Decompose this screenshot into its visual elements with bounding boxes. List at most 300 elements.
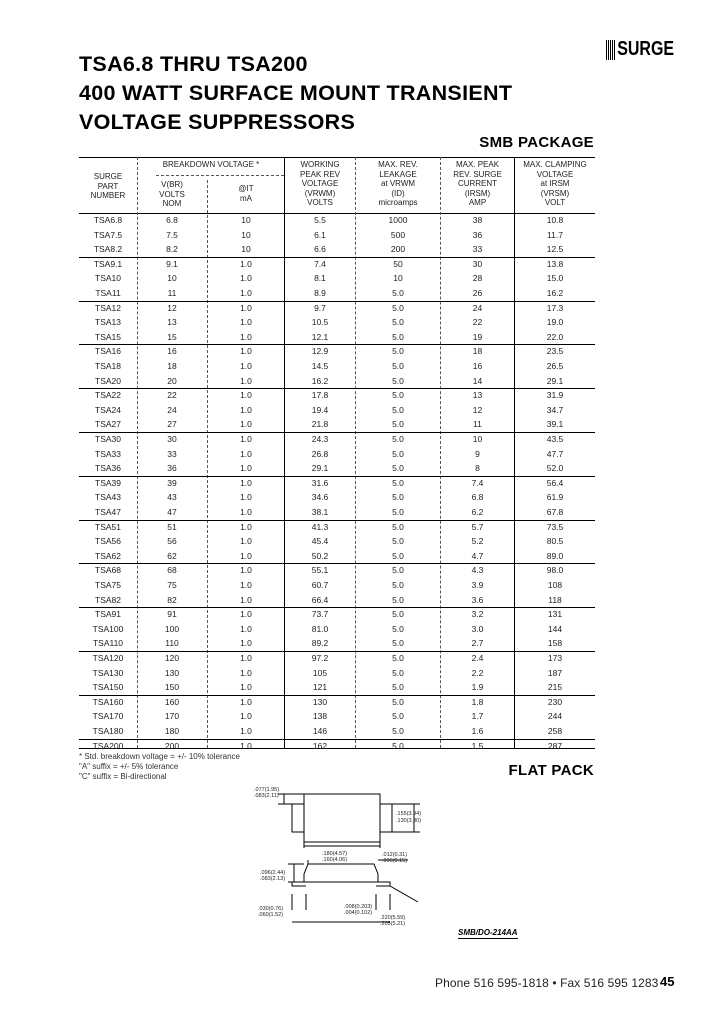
cell-it: 1.0 bbox=[240, 609, 252, 620]
cell-irsm: 14 bbox=[472, 375, 483, 386]
cell-vrsm: 17.3 bbox=[546, 302, 564, 313]
cell-vbr: 6.8 bbox=[166, 215, 178, 225]
cell-it: 1.0 bbox=[240, 492, 252, 503]
cell-part: TSA18 bbox=[95, 361, 121, 371]
cell-part: TSA130 bbox=[92, 667, 124, 678]
cell-id: 5.0 bbox=[392, 740, 404, 751]
dim-1b: .083(2.11) bbox=[254, 793, 279, 799]
cell-vrwm: 45.4 bbox=[311, 536, 329, 547]
cell-vrsm: 56.4 bbox=[546, 477, 564, 488]
cell-part: TSA16 bbox=[95, 346, 121, 357]
cell-part: TSA36 bbox=[95, 463, 121, 474]
table-row bbox=[79, 228, 595, 243]
footer-contact: Phone 516 595-1818 • Fax 516 595 1283 bbox=[435, 976, 659, 990]
cell-vrwm: 10.5 bbox=[311, 317, 329, 328]
cell-part: TSA100 bbox=[92, 623, 124, 634]
cell-id: 5.0 bbox=[392, 726, 404, 736]
cell-it: 1.0 bbox=[240, 696, 252, 707]
cell-id: 5.0 bbox=[392, 623, 404, 634]
cell-vbr: 43 bbox=[167, 492, 177, 503]
header-part: SURGE PART NUMBER bbox=[90, 172, 126, 200]
cell-id: 5.0 bbox=[392, 609, 404, 620]
cell-id: 5.0 bbox=[392, 463, 404, 474]
cell-vrwm: 26.8 bbox=[311, 448, 329, 459]
cell-id: 5.0 bbox=[392, 477, 404, 488]
cell-irsm: 4.7 bbox=[471, 550, 484, 561]
table-row bbox=[79, 476, 595, 491]
table-row bbox=[79, 271, 595, 286]
cell-it: 1.0 bbox=[240, 711, 252, 722]
cell-vrwm: 105 bbox=[312, 667, 328, 678]
cell-vrwm: 12.9 bbox=[311, 346, 329, 357]
cell-vrwm: 24.3 bbox=[311, 434, 329, 444]
cell-it: 1.0 bbox=[240, 726, 252, 736]
cell-vrwm: 29.1 bbox=[311, 463, 329, 474]
cell-vrsm: 118 bbox=[548, 594, 562, 605]
dim-8: .220(5.59) bbox=[380, 915, 406, 921]
cell-irsm: 6.2 bbox=[471, 507, 484, 517]
cell-irsm: 9 bbox=[475, 448, 480, 459]
table-row bbox=[79, 286, 595, 302]
cell-id: 5.0 bbox=[392, 375, 404, 386]
cell-id: 5.0 bbox=[392, 550, 404, 561]
table-row bbox=[79, 607, 595, 622]
dim-7b: .004(0.102) bbox=[344, 910, 373, 916]
cell-vbr: 22 bbox=[167, 390, 177, 401]
cell-it: 1.0 bbox=[240, 361, 252, 371]
cell-vrwm: 162 bbox=[312, 740, 328, 751]
cell-vrwm: 8.9 bbox=[314, 288, 326, 298]
page-number: 45 bbox=[660, 974, 675, 989]
cell-vbr: 62 bbox=[167, 550, 177, 561]
cell-it: 1.0 bbox=[240, 550, 252, 561]
cell-irsm: 19 bbox=[472, 331, 483, 342]
cell-vrwm: 17.8 bbox=[311, 390, 329, 401]
cell-vbr: 120 bbox=[164, 653, 180, 663]
cell-vrsm: 47.7 bbox=[546, 448, 564, 459]
dim-3: .180(4.57) bbox=[322, 851, 348, 857]
cell-part: TSA180 bbox=[92, 726, 124, 736]
cell-vrsm: 108 bbox=[547, 580, 563, 590]
cell-vrsm: 34.7 bbox=[546, 404, 564, 415]
cell-id: 5.0 bbox=[392, 361, 404, 371]
cell-vrsm: 244 bbox=[547, 711, 563, 722]
dim-1: .077(1.95) bbox=[254, 787, 280, 793]
cell-vbr: 150 bbox=[164, 682, 180, 693]
table-row bbox=[79, 315, 595, 330]
title-line-3: VOLTAGE SUPPRESSORS bbox=[79, 110, 356, 134]
cell-it: 1.0 bbox=[240, 565, 252, 576]
note-3: "C" suffix = Bi-directional bbox=[79, 772, 167, 781]
cell-irsm: 5.7 bbox=[471, 521, 484, 532]
cell-vrsm: 287 bbox=[547, 740, 563, 751]
cell-vrsm: 31.9 bbox=[546, 390, 564, 401]
cell-vbr: 130 bbox=[164, 667, 180, 678]
cell-id: 5.0 bbox=[392, 404, 404, 415]
cell-part: TSA68 bbox=[95, 565, 121, 576]
cell-vbr: 7.5 bbox=[166, 229, 178, 240]
table-row bbox=[79, 403, 595, 418]
cell-it: 1.0 bbox=[240, 331, 252, 342]
cell-vrsm: 19.0 bbox=[546, 317, 564, 328]
cell-vbr: 56 bbox=[167, 536, 177, 547]
table-row bbox=[79, 432, 595, 447]
cell-it: 1.0 bbox=[240, 258, 252, 269]
cell-irsm: 1.6 bbox=[471, 726, 484, 736]
cell-vbr: 13 bbox=[167, 317, 177, 328]
cell-it: 10 bbox=[241, 229, 251, 240]
dim-7: .008(0.203) bbox=[344, 904, 373, 910]
header-surge: MAX. PEAK REV. SURGE CURRENT (IRSM) AMP bbox=[453, 160, 502, 207]
cell-vbr: 12 bbox=[167, 302, 177, 313]
cell-it: 1.0 bbox=[240, 667, 252, 678]
cell-id: 200 bbox=[390, 244, 406, 255]
cell-vbr: 27 bbox=[167, 419, 177, 430]
cell-vrwm: 5.5 bbox=[314, 215, 326, 225]
cell-vrsm: 187 bbox=[547, 667, 563, 678]
table-row bbox=[79, 636, 595, 652]
cell-id: 5.0 bbox=[392, 492, 404, 503]
dim-6b: .060(1.52) bbox=[258, 912, 284, 918]
cell-it: 1.0 bbox=[240, 288, 252, 298]
breakdown-group-rule bbox=[156, 175, 284, 176]
cell-vrwm: 8.1 bbox=[314, 273, 326, 284]
cell-vrsm: 13.8 bbox=[546, 258, 564, 269]
cell-part: TSA7.5 bbox=[93, 229, 123, 240]
table-row bbox=[79, 330, 595, 346]
cell-part: TSA12 bbox=[95, 302, 121, 313]
cell-vrsm: 10.8 bbox=[546, 215, 564, 225]
cell-vrwm: 97.2 bbox=[311, 653, 329, 663]
cell-irsm: 1.9 bbox=[471, 682, 484, 693]
cell-id: 5.0 bbox=[392, 594, 404, 605]
cell-vrwm: 19.4 bbox=[311, 404, 329, 415]
cell-vbr: 33 bbox=[167, 448, 177, 459]
cell-id: 500 bbox=[390, 229, 406, 240]
cell-vrsm: 16.2 bbox=[546, 288, 564, 298]
cell-it: 1.0 bbox=[240, 346, 252, 357]
title-line-1: TSA6.8 THRU TSA200 bbox=[79, 52, 308, 76]
cell-vrwm: 12.1 bbox=[311, 331, 329, 342]
cell-irsm: 12 bbox=[472, 404, 483, 415]
cell-it: 1.0 bbox=[240, 594, 252, 605]
cell-part: TSA200 bbox=[92, 740, 124, 751]
cell-it: 1.0 bbox=[240, 477, 252, 488]
cell-vrwm: 121 bbox=[312, 682, 328, 693]
cell-irsm: 28 bbox=[472, 273, 483, 284]
cell-irsm: 5.2 bbox=[471, 536, 484, 547]
table-row bbox=[79, 461, 595, 477]
dim-2b: .130(3.30) bbox=[396, 818, 422, 824]
cell-vbr: 51 bbox=[167, 521, 177, 532]
cell-id: 5.0 bbox=[392, 696, 404, 707]
cell-id: 5.0 bbox=[392, 346, 404, 357]
cell-it: 1.0 bbox=[240, 375, 252, 386]
cell-irsm: 16 bbox=[472, 361, 483, 371]
package-name: SMB/DO-214AA bbox=[458, 928, 518, 937]
cell-vrsm: 52.0 bbox=[546, 463, 564, 474]
cell-vrsm: 26.5 bbox=[546, 361, 564, 371]
cell-irsm: 4.3 bbox=[471, 565, 484, 576]
table-row bbox=[79, 680, 595, 696]
cell-part: TSA47 bbox=[95, 507, 121, 517]
smb-package-label: SMB PACKAGE bbox=[479, 134, 594, 151]
cell-irsm: 36 bbox=[472, 229, 483, 240]
cell-vrwm: 60.7 bbox=[311, 580, 329, 590]
cell-part: TSA160 bbox=[92, 696, 124, 707]
table-row bbox=[79, 388, 595, 403]
cell-irsm: 2.4 bbox=[471, 653, 484, 663]
cell-vrwm: 6.1 bbox=[314, 229, 326, 240]
cell-vbr: 47 bbox=[167, 507, 177, 517]
cell-it: 1.0 bbox=[240, 404, 252, 415]
table-row bbox=[79, 344, 595, 359]
cell-vrwm: 89.2 bbox=[311, 638, 329, 649]
cell-vrsm: 73.5 bbox=[546, 521, 564, 532]
cell-vrwm: 6.6 bbox=[314, 244, 326, 255]
cell-part: TSA51 bbox=[95, 521, 121, 532]
cell-vbr: 36 bbox=[167, 463, 177, 474]
package-body-top-view bbox=[304, 794, 380, 842]
package-outline-drawing bbox=[248, 782, 594, 940]
cell-part: TSA8.2 bbox=[93, 244, 123, 255]
cell-irsm: 13 bbox=[472, 390, 483, 401]
cell-id: 5.0 bbox=[392, 390, 404, 401]
cell-id: 5.0 bbox=[392, 653, 404, 663]
cell-it: 1.0 bbox=[240, 521, 252, 532]
table-row bbox=[79, 520, 595, 535]
header-breakdown-group: BREAKDOWN VOLTAGE * bbox=[162, 160, 260, 169]
table-row bbox=[79, 534, 595, 549]
cell-part: TSA9.1 bbox=[93, 258, 123, 269]
dim-4: .096(2.44) bbox=[260, 870, 286, 876]
cell-part: TSA15 bbox=[95, 331, 121, 342]
footnotes bbox=[79, 752, 240, 782]
cell-id: 5.0 bbox=[392, 507, 404, 517]
cell-part: TSA20 bbox=[95, 375, 121, 386]
cell-part: TSA11 bbox=[95, 288, 121, 298]
cell-part: TSA56 bbox=[95, 536, 121, 547]
cell-vbr: 180 bbox=[164, 726, 180, 736]
cell-irsm: 18 bbox=[472, 346, 483, 357]
cell-vrwm: 50.2 bbox=[311, 550, 329, 561]
dim-5: .012(0.31) bbox=[382, 852, 408, 858]
cell-vrwm: 31.6 bbox=[311, 477, 329, 488]
table-row bbox=[79, 709, 595, 724]
dim-2: .155(3.94) bbox=[396, 811, 422, 817]
cell-id: 5.0 bbox=[392, 580, 404, 590]
cell-part: TSA120 bbox=[92, 653, 124, 663]
cell-vrsm: 144 bbox=[547, 623, 563, 634]
cell-irsm: 6.8 bbox=[471, 492, 484, 503]
cell-vrsm: 98.0 bbox=[546, 565, 564, 576]
cell-part: TSA91 bbox=[95, 609, 121, 620]
cell-vrsm: 80.5 bbox=[546, 536, 564, 547]
cell-it: 1.0 bbox=[240, 580, 252, 590]
cell-vbr: 20 bbox=[167, 375, 177, 386]
cell-vbr: 39 bbox=[167, 477, 177, 488]
cell-part: TSA150 bbox=[92, 682, 124, 693]
table-row bbox=[79, 505, 595, 521]
cell-vrwm: 66.4 bbox=[311, 594, 329, 605]
table-row bbox=[79, 242, 595, 258]
cell-vbr: 68 bbox=[167, 565, 177, 576]
table-row bbox=[79, 739, 595, 754]
table-row bbox=[79, 490, 595, 505]
cell-id: 1000 bbox=[388, 215, 408, 225]
table-row bbox=[79, 374, 595, 390]
cell-irsm: 3.0 bbox=[471, 623, 484, 634]
lead-right-top-view bbox=[380, 804, 392, 832]
table-row bbox=[79, 447, 595, 462]
table-row bbox=[79, 578, 595, 593]
cell-it: 1.0 bbox=[240, 390, 252, 401]
cell-irsm: 2.7 bbox=[471, 638, 484, 649]
table-row bbox=[79, 724, 595, 740]
note-1: * Std. breakdown voltage = +/- 10% tolerance bbox=[79, 752, 240, 761]
cell-vrsm: 15.0 bbox=[546, 273, 564, 284]
cell-irsm: 26 bbox=[472, 288, 483, 298]
table-row bbox=[79, 417, 595, 433]
dim-6: .030(0.76) bbox=[258, 906, 284, 912]
header-leakage: MAX. REV. LEAKAGE at VRWM (ID) microamps bbox=[378, 160, 418, 207]
cell-vrsm: 12.5 bbox=[546, 244, 564, 255]
cell-irsm: 10 bbox=[472, 434, 483, 444]
flat-pack-label: FLAT PACK bbox=[508, 762, 594, 779]
table-row bbox=[79, 213, 595, 228]
cell-id: 5.0 bbox=[392, 419, 404, 430]
cell-part: TSA170 bbox=[92, 711, 124, 722]
cell-part: TSA24 bbox=[95, 404, 121, 415]
cell-it: 1.0 bbox=[240, 463, 252, 474]
cell-irsm: 24 bbox=[472, 302, 483, 313]
cell-irsm: 38 bbox=[472, 215, 483, 225]
table-top-rule bbox=[79, 157, 595, 158]
cell-vrwm: 73.7 bbox=[311, 609, 329, 620]
cell-part: TSA33 bbox=[95, 448, 121, 459]
cell-it: 1.0 bbox=[240, 507, 252, 517]
cell-vrsm: 61.9 bbox=[546, 492, 564, 503]
table-row bbox=[79, 666, 595, 681]
cell-vrsm: 89.0 bbox=[546, 550, 564, 561]
cell-part: TSA110 bbox=[92, 638, 124, 649]
cell-id: 5.0 bbox=[392, 331, 404, 342]
cell-vrsm: 39.1 bbox=[546, 419, 564, 430]
cell-id: 5.0 bbox=[392, 302, 404, 313]
cell-vrsm: 131 bbox=[547, 609, 563, 620]
cell-irsm: 1.5 bbox=[471, 740, 484, 751]
logo-bars-icon bbox=[606, 40, 616, 60]
table-row bbox=[79, 695, 595, 710]
table-row bbox=[79, 549, 595, 565]
cell-irsm: 22 bbox=[472, 317, 483, 328]
cell-vbr: 170 bbox=[164, 711, 180, 722]
dim-3b: .160(4.06) bbox=[322, 857, 348, 863]
dim-5b: .006(0.15) bbox=[382, 858, 408, 864]
cell-vrsm: 158 bbox=[547, 638, 563, 649]
note-2: "A" suffix = +/- 5% tolerance bbox=[79, 762, 179, 771]
table-row bbox=[79, 593, 595, 609]
table-row bbox=[79, 622, 595, 637]
cell-part: TSA6.8 bbox=[93, 215, 123, 225]
cell-vrsm: 230 bbox=[547, 696, 563, 707]
cell-vrwm: 14.5 bbox=[311, 361, 329, 371]
cell-vrwm: 16.2 bbox=[311, 375, 329, 386]
cell-irsm: 11 bbox=[473, 419, 482, 430]
cell-part: TSA43 bbox=[95, 492, 121, 503]
cell-vrwm: 9.7 bbox=[314, 302, 326, 313]
cell-it: 1.0 bbox=[240, 317, 252, 328]
cell-vbr: 75 bbox=[167, 580, 177, 590]
cell-vbr: 110 bbox=[165, 638, 179, 649]
cell-it: 1.0 bbox=[240, 448, 252, 459]
dim-8b: .205(5.21) bbox=[380, 921, 406, 927]
cell-part: TSA30 bbox=[95, 434, 121, 444]
cell-vbr: 24 bbox=[167, 404, 177, 415]
table-row bbox=[79, 301, 595, 316]
cell-vbr: 16 bbox=[167, 346, 177, 357]
cell-vrsm: 258 bbox=[547, 726, 563, 736]
cell-it: 1.0 bbox=[240, 623, 252, 634]
cell-part: TSA22 bbox=[95, 390, 121, 401]
cell-vrwm: 146 bbox=[312, 726, 328, 736]
cell-part: TSA13 bbox=[95, 317, 121, 328]
cell-irsm: 7.4 bbox=[471, 477, 484, 488]
cell-id: 5.0 bbox=[392, 317, 404, 328]
cell-irsm: 33 bbox=[472, 244, 483, 255]
cell-part: TSA10 bbox=[95, 273, 121, 284]
cell-vbr: 8.2 bbox=[166, 244, 178, 255]
cell-vbr: 30 bbox=[167, 434, 177, 444]
cell-id: 5.0 bbox=[392, 434, 404, 444]
table-row bbox=[79, 257, 595, 272]
cell-vrsm: 215 bbox=[547, 682, 563, 693]
cell-it: 1.0 bbox=[240, 302, 252, 313]
cell-vrwm: 130 bbox=[312, 696, 328, 707]
cell-vrwm: 138 bbox=[312, 711, 328, 722]
surge-logo bbox=[606, 38, 674, 61]
cell-irsm: 3.6 bbox=[471, 594, 484, 605]
cell-irsm: 3.9 bbox=[471, 580, 484, 590]
cell-it: 1.0 bbox=[240, 653, 252, 663]
cell-it: 1.0 bbox=[240, 682, 252, 693]
cell-it: 10 bbox=[241, 244, 251, 255]
cell-vrwm: 55.1 bbox=[311, 565, 329, 576]
package-body-side-view bbox=[304, 864, 378, 882]
cell-vbr: 9.1 bbox=[166, 258, 178, 269]
cell-irsm: 2.2 bbox=[471, 667, 484, 678]
cell-it: 1.0 bbox=[240, 740, 252, 751]
cell-vrsm: 67.8 bbox=[546, 507, 564, 517]
cell-id: 10 bbox=[393, 273, 403, 284]
table-row bbox=[79, 563, 595, 578]
cell-vrsm: 43.5 bbox=[546, 434, 564, 444]
cell-part: TSA27 bbox=[95, 419, 121, 430]
logo-text: SURGE bbox=[617, 38, 675, 60]
cell-id: 5.0 bbox=[392, 448, 404, 459]
cell-part: TSA62 bbox=[95, 550, 121, 561]
table-row bbox=[79, 651, 595, 666]
cell-part: TSA82 bbox=[95, 594, 121, 605]
cell-vbr: 15 bbox=[167, 331, 177, 342]
cell-id: 5.0 bbox=[392, 288, 404, 298]
cell-vrsm: 22.0 bbox=[546, 331, 564, 342]
cell-id: 50 bbox=[393, 258, 403, 269]
cell-vbr: 100 bbox=[164, 623, 180, 634]
table-row bbox=[79, 359, 595, 374]
cell-vrwm: 41.3 bbox=[311, 521, 329, 532]
cell-vrsm: 29.1 bbox=[546, 375, 564, 386]
